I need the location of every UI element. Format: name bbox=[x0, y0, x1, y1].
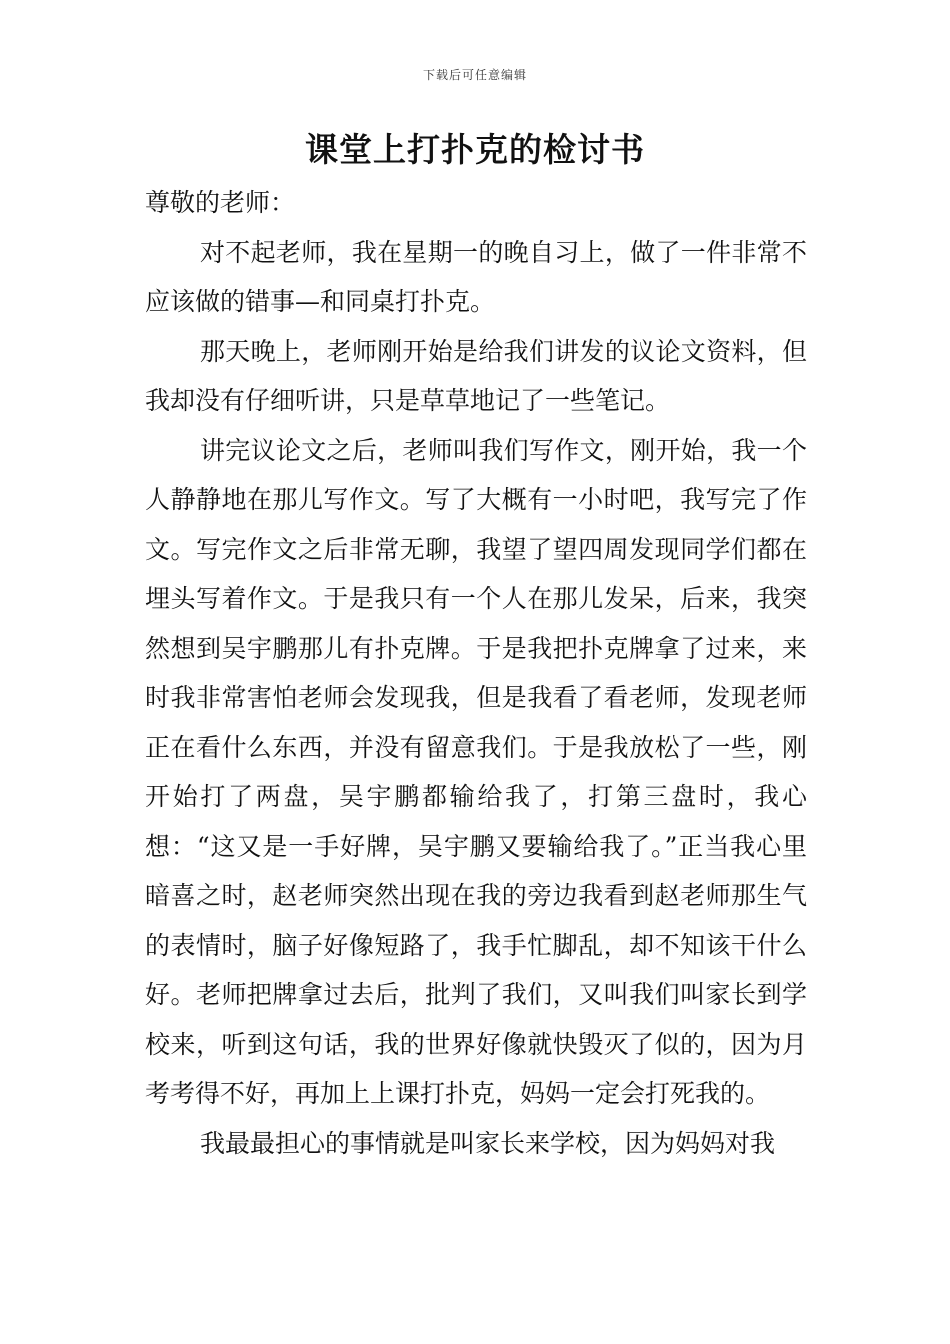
paragraph-4: 我最最担心的事情就是叫家长来学校，因为妈妈对我 bbox=[200, 1128, 776, 1158]
header-note: 下载后可任意编辑 bbox=[422, 68, 527, 82]
document-body bbox=[145, 178, 807, 1168]
paragraph-2: 那天晚上，老师刚开始是给我们讲发的议论文资料，但我却没有仔细听讲，只是草草地记了一些笔记。 bbox=[145, 336, 807, 415]
paragraph-1: 对不起老师，我在星期一的晚自习上，做了一件非常不应该做的错事—和同桌打扑克。 bbox=[145, 237, 807, 316]
document-title: 课堂上打扑克的检讨书 bbox=[305, 130, 645, 169]
salutation: 尊敬的老师： bbox=[145, 188, 296, 217]
paragraph-3: 讲完议论文之后，老师叫我们写作文，刚开始，我一个人静静地在那儿写作文。写了大概有一小时吧，我写完了作文。写完作文之后非常无聊，我望了望四周发现同学们都在埋头写着作文。于是我只有一个人在那儿发呆，后来，我突然想到吴宇鹏那儿有扑克牌。于是我把扑克牌拿了过来，来时我非常害怕老师会发现我，但是我看了看老师，发现老师正在看什么东西，并没有留意我们。于是我放松了一些，刚开始打了两盘，吴宇鹏都输给我了，打第三盘时，我心想：“这又是一手好牌，吴宇鹏又要输给我了。”正当我心里暗喜之时，赵老师突然出现在我的旁边我看到赵老师那生气的表情时，脑子好像短路了，我手忙脚乱，却不知该干什么好。老师把牌拿过去后，批判了我们，又叫我们叫家长到学校来，听到这句话，我的世界好像就快毁灭了似的，因为月考考得不好，再加上上课打扑克，妈妈一定会打死我的。 bbox=[145, 435, 807, 1108]
